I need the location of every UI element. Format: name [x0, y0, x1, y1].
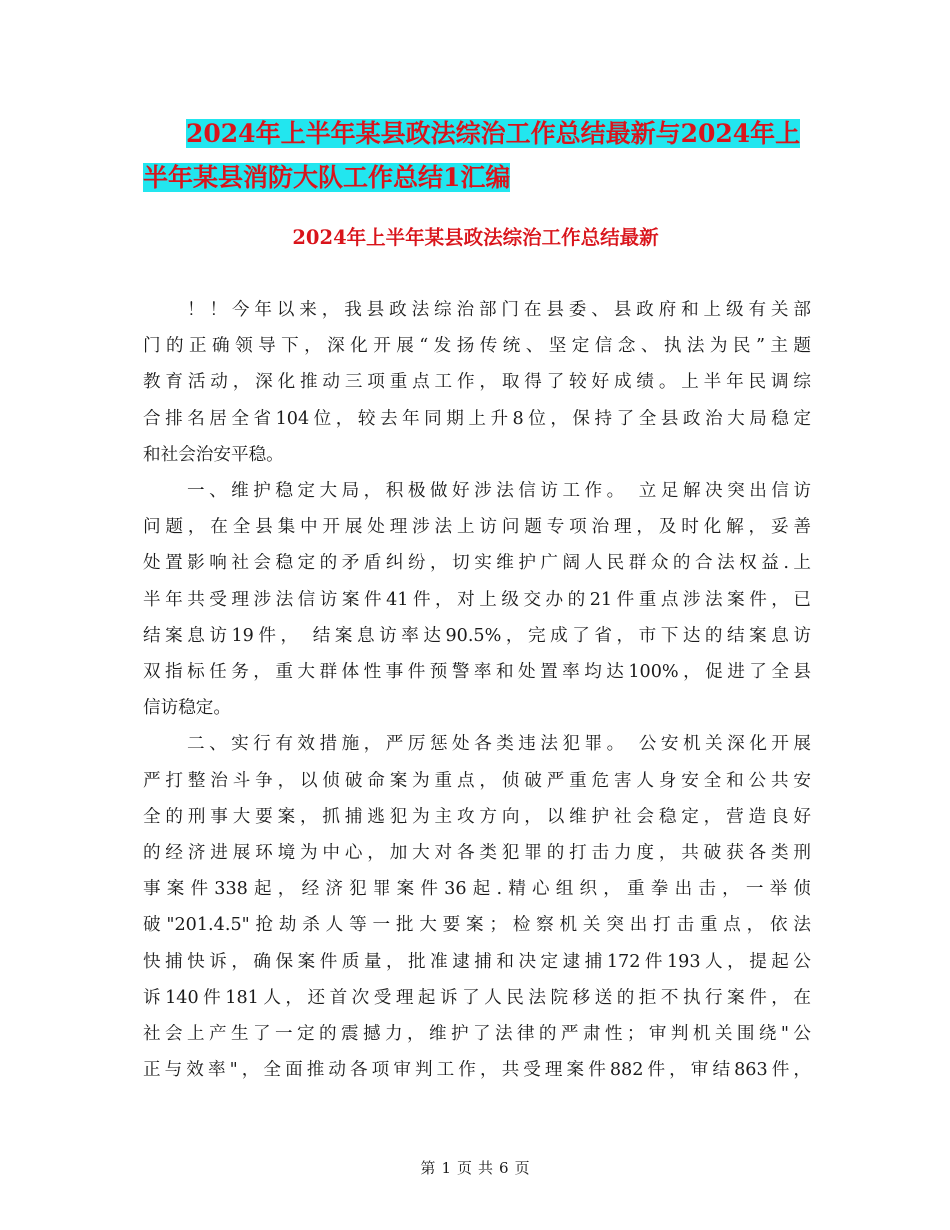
- text-line: 问题，在全县集中开展处理涉法上访问题专项治理，及时化解，妥善: [143, 517, 811, 538]
- text-line: 双指标任务，重大群体性事件预警率和处置率均达100%，促进了全县: [143, 662, 811, 683]
- text-line: 社会上产生了一定的震撼力，维护了法律的严肃性；审判机关围绕"公: [143, 1024, 811, 1045]
- text-line: 破"201.4.5"抢劫杀人等一批大要案；检察机关突出打击重点，依法: [143, 915, 811, 936]
- section-title: 2024年上半年某县政法综治工作总结最新: [292, 226, 659, 249]
- text-line: 和社会治安平稳。: [143, 444, 284, 465]
- text-line: 门的正确领导下，深化开展“发扬传统、坚定信念、执法为民”主题: [143, 336, 811, 357]
- title-line-1-text: 2024年上半年某县政法综治工作总结最新与2024年上: [186, 119, 801, 148]
- page-footer: [0, 1157, 950, 1178]
- text-line: 教育活动，深化推动三项重点工作，取得了较好成绩。上半年民调综: [143, 372, 811, 393]
- text-line: 全的刑事大要案，抓捕逃犯为主攻方向，以维护社会稳定，营造良好: [143, 806, 811, 827]
- paragraph-section-2: [143, 726, 811, 1088]
- title-line-2: [143, 156, 808, 200]
- document-title: [143, 112, 808, 200]
- footer-suffix: 页: [514, 1159, 530, 1177]
- paragraph-intro: [143, 292, 811, 473]
- footer-total-pages: 6: [499, 1159, 509, 1177]
- text-line: 结案息访19件， 结案息访率达90.5%，完成了省，市下达的结案息访: [143, 625, 811, 646]
- text-line: 二、实行有效措施，严厉惩处各类违法犯罪。 公安机关深化开展: [187, 734, 811, 755]
- text-line: 的经济进展环境为中心，加大对各类犯罪的打击力度，共破获各类刑: [143, 843, 811, 864]
- body-text: [143, 292, 811, 1088]
- paragraph-section-1: [143, 473, 811, 726]
- footer-prefix: 第: [420, 1159, 436, 1177]
- text-line: 处置影响社会稳定的矛盾纠纷，切实维护广阔人民群众的合法权益.上: [143, 553, 811, 574]
- text-line: 诉140件181人，还首次受理起诉了人民法院移送的拒不执行案件，在: [143, 987, 811, 1008]
- text-line: 半年共受理涉法信访案件41件，对上级交办的21件重点涉法案件，已: [143, 589, 811, 610]
- footer-page-number: 1: [441, 1159, 451, 1177]
- text-line: 严打整治斗争，以侦破命案为重点，侦破严重危害人身安全和公共安: [143, 770, 811, 791]
- text-line: 信访稳定。: [143, 698, 231, 719]
- text-line: 正与效率"，全面推动各项审判工作，共受理案件882件，审结863件，: [143, 1060, 811, 1081]
- footer-page-label: 页: [456, 1159, 472, 1177]
- text-line: 快捕快诉，确保案件质量，批准逮捕和决定逮捕172件193人，提起公: [143, 951, 811, 972]
- text-line: 事案件338起，经济犯罪案件36起.精心组织，重拳出击，一举侦: [143, 879, 811, 900]
- title-line-1: [143, 112, 808, 156]
- title-line-2-text: 半年某县消防大队工作总结1汇编: [143, 163, 511, 192]
- text-line: ！！今年以来，我县政法综治部门在县委、县政府和上级有关部: [187, 300, 811, 320]
- text-line: 合排名居全省104位，较去年同期上升8位，保持了全县政治大局稳定: [143, 408, 811, 429]
- footer-total-label: 共: [478, 1159, 494, 1177]
- text-line: 一、维护稳定大局，积极做好涉法信访工作。 立足解决突出信访: [187, 481, 811, 502]
